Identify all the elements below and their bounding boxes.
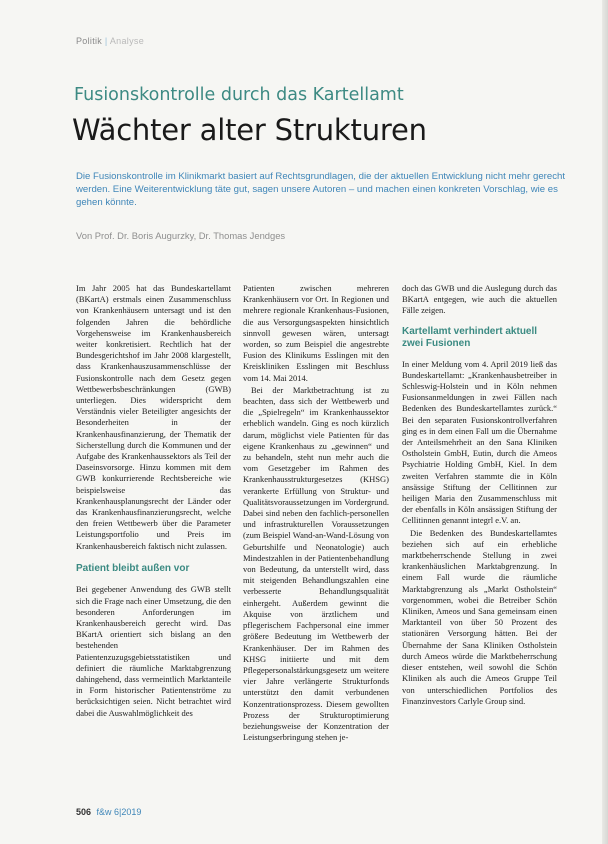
- paragraph: Bei gegebener Anwendung des GWB stellt sich die Frage nach einer Umsetzung, die den besonderen Anforderungen im Krankenhausbereich gerecht wird. Das BKartA orientiert sich bislang an den bestehenden Patientenzuzugsgebietsstatistiken und definiert die räumliche Marktabgrenzung dahingehend, dass vermeintlich Marktanteile in Form historischer Patientenströme zu berücksichtigen seien. Nicht betrachtet wird dabei die Auswahlmöglichkeit des: [76, 584, 231, 718]
- body-column-1: [76, 283, 231, 719]
- body-column-2: [243, 283, 389, 743]
- rubric-subsection: Analyse: [109, 36, 144, 46]
- rubric-section: Politik: [76, 36, 103, 46]
- paragraph: In einer Meldung vom 4. April 2019 ließ das Bundeskartellamt: „Krankenhausbetreiber in Schleswig-Holstein und in Köln nehmen Fusionsanmeldungen in zwei Fällen nach Bedenken des Bundeskartellamtes zurück.“ Bei den separaten Fusionskontrollverfahren ging es in dem einen Fall um die Übernahme der Anteilsmehrheit an den Sana Kliniken Ostholstein GmbH, Eutin, durch die Ameos Psychiatrie Holding GmbH, Kiel. In dem zweiten Verfahren stammte die in Köln ansässige Stiftung der Cellitinnen zur heiligen Maria den Zusammenschluss mit der ebenfalls in Köln ansässigen Stiftung der Cellitinnen genannt integrl e.V. an.: [402, 358, 557, 526]
- page-number: 506: [76, 807, 92, 817]
- paragraph: Patienten zwischen mehreren Krankenhäusern vor Ort. In Regionen und mehrere regionale Krankenhaus-Fusionen, die aus Versorgungsaspekten hinsichtlich sinnvoll gewesen wären, untersagt worden, so zum Beispiel die angestrebte Fusion des Klinikums Esslingen mit den Kreiskliniken Esslingen mit Beschluss vom 14. Mai 2014.: [243, 283, 389, 383]
- magazine-name: f&w 6|2019: [96, 807, 142, 817]
- section-rubric: [76, 36, 144, 46]
- page-edge-shadow: [602, 0, 608, 844]
- subheading: Kartellamt verhindert aktuell zwei Fusionen: [402, 325, 538, 350]
- paragraph: doch das GWB und die Auslegung durch das BKartA entgegen, wie auch die aktuellen Fälle zeigen.: [402, 283, 557, 316]
- article-headline: Wächter alter Strukturen: [72, 113, 427, 147]
- page-footer: [76, 807, 141, 817]
- subheading: Patient bleibt außen vor: [76, 562, 190, 574]
- paragraph: Die Bedenken des Bundeskartellamtes beziehen sich auf ein erhebliche marktbeherrschende Stellung in zwei krankenhäuslichen Marktabgrenzung. In einem Fall wurde die räumliche Marktabgrenzung als „Markt Ostholstein“ vorgenommen, wobei die Betreiber Schön Kliniken, Ameos und Sana gemeinsam einen Marktanteil von über 50 Prozent des stationären Versorgung hätten. Bei der Übernahme der Sana Kliniken Ostholstein durch Ameos würde die Marktbeherrschung dieser entstehen, weil sowohl die Schön Kliniken als auch die Ameos Gruppe Teil von unterschiedlichen Portfolios des Finanzinvestors Carlyle Group sind.: [402, 527, 557, 706]
- body-column-3: [402, 283, 557, 707]
- rubric-separator: |: [104, 36, 108, 46]
- article-kicker: Fusionskontrolle durch das Kartellamt: [74, 85, 404, 105]
- article-byline: Von Prof. Dr. Boris Augurzky, Dr. Thomas Jendges: [76, 230, 286, 241]
- article-lead: Die Fusionskontrolle im Klinikmarkt basiert auf Rechtsgrundlagen, die der aktuellen Entwicklung nicht mehr gerecht werden. Eine Weiterentwicklung täte gut, sagen unsere Autoren – und machen einen konkreten Vorschlag, wie es gehen könnte.: [76, 171, 565, 208]
- paragraph: Im Jahr 2005 hat das Bundeskartellamt (BKartA) erstmals einen Zusammenschluss von Krankenhäusern untersagt und ist den folgenden Jahren die behördliche Vorgehensweise im Krankenhausbereich weiter konkretisiert. Rechtlich hat der Bundesgerichtshof im Jahr 2008 klargestellt, dass Krankenhauszusammenschlüsse der Fusionskontrolle nach dem Gesetz gegen Wettbewerbsbeschränkungen (GWB) unterliegen. Dies widerspricht dem Verständnis vieler Beteiligter angesichts der Besonderheiten in der Krankenhausfinanzierung, der Thematik der Sicherstellung durch die Kommunen und der Aufgabe des Krankenhaussektors als Teil der Daseinsvorsorge. Hinzu kommen mit dem GWB konkurrierende Rechtsbereiche wie beispielsweise das Krankenhausplanungsrecht der Länder oder das Krankenhausfinanzierungsrecht, welche den freien Wettbewerb über die Parameter Leistungsportfolio und Preis im Krankenhausbereich faktisch nicht zulassen.: [76, 283, 231, 551]
- paragraph: Bei der Marktbetrachtung ist zu beachten, dass sich der Wettbewerb und die „Spielregeln“ im Krankenhaussektor erheblich wandeln. Ging es noch kürzlich darum, möglichst viele Patienten für das eigene Krankenhaus zu „gewinnen“ und zu behandeln, steht nun mehr auch die vom Gesetzgeber im Rahmen des Krankenhausstrukturgesetzes (KHSG) verankerte Erfüllung von Struktur- und Qualitätsvoraussetzungen im Vordergrund. Dabei sind neben den fachlich-personellen und infrastrukturellen Voraussetzungen (zum Beispiel Wand-an-Wand-Lösung von Geburtshilfe und Neonatologie) auch Mindestzahlen in der Patientenbehandlung von Bedeutung, da unterstellt wird, dass mit steigenden Behandlungszahlen eine verbesserte Behandlungsqualität einhergeht. Außerdem gewinnt die Akquise von ärztlichem und pflegerischem Fachpersonal eine immer größere Bedeutung im Wettbewerb der Krankenhäuser. Der im Rahmen des KHSG initiierte und mit dem Pflegepersonalstärkungsgesetz um weitere vier Jahre verlängerte Strukturfonds unterstützt den damit verbundenen Konzentrationsprozess. Diesem gewollten Prozess der Strukturoptimierung beziehungsweise der Konzentration der Leistungserbringung stehen je-: [243, 384, 389, 743]
